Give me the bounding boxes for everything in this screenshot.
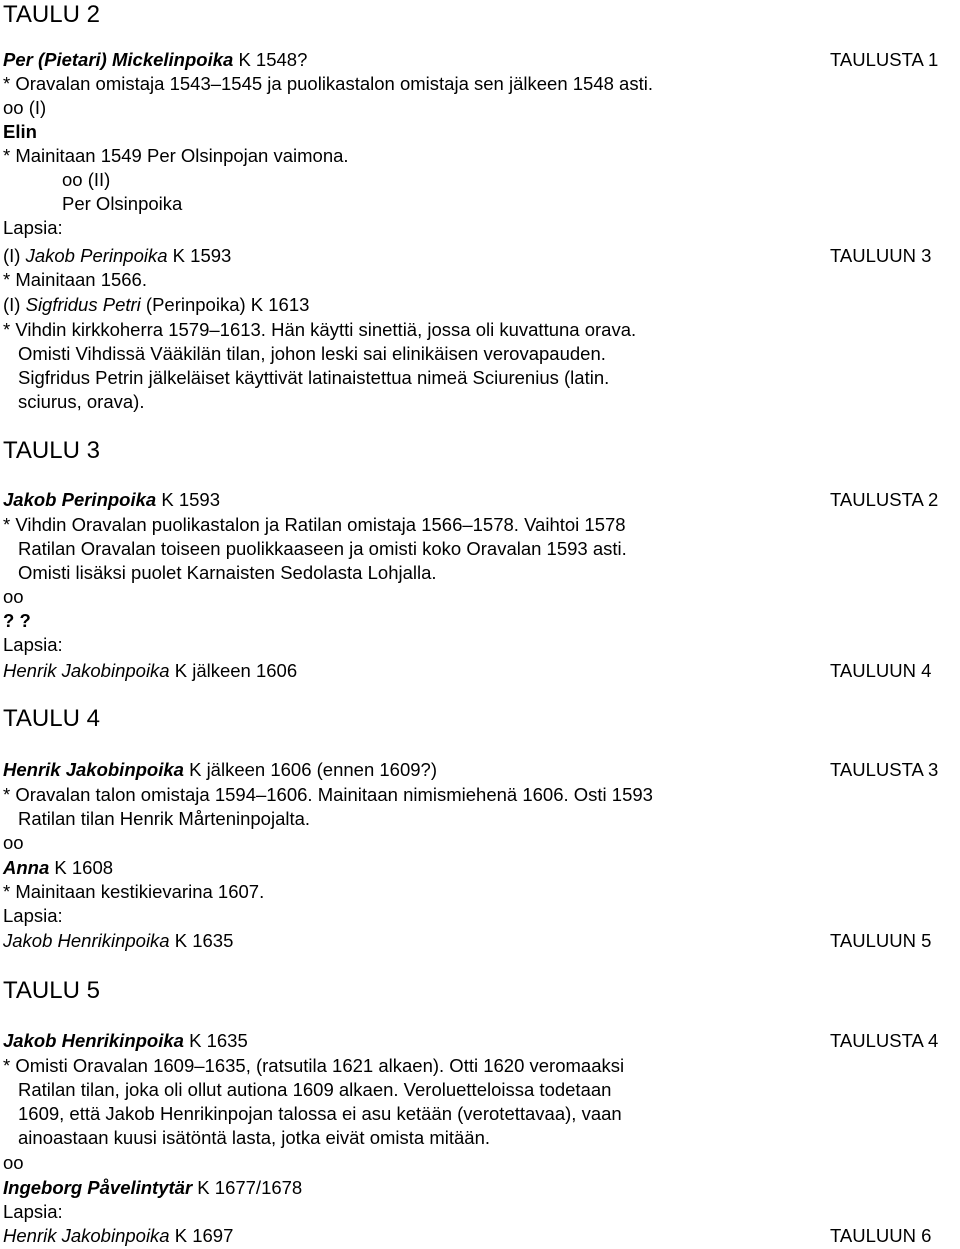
marriage-marker: oo (3, 1152, 24, 1173)
heading-taulu-3: TAULU 3 (3, 437, 100, 464)
spouse-entry (3, 856, 113, 880)
person-note: Ratilan Oravalan toiseen puolikkaaseen ja omisti koko Oravalan 1593 asti. (18, 538, 627, 559)
person-note: 1609, että Jakob Henrikinpojan talossa ei asu ketään (verotettavaa), vaan (18, 1103, 622, 1124)
spouse-name: Anna (3, 857, 50, 878)
person-note: Omisti lisäksi puolet Karnaisten Sedolasta Lohjalla. (18, 562, 437, 583)
child-name: Sigfridus Petri (25, 294, 141, 315)
spouse-name: Ingeborg Påvelintytär (3, 1177, 193, 1198)
person-name: Jakob Perinpoika (3, 489, 157, 510)
spouse-2-name: Per Olsinpoika (62, 193, 183, 214)
children-label: Lapsia: (3, 905, 63, 926)
spouse-name: Elin (3, 121, 37, 142)
ref-tauluun-3[interactable]: TAULUUN 3 (830, 245, 932, 266)
death-year: K 1635 (169, 930, 234, 951)
child-entry (3, 1224, 233, 1248)
person-entry (3, 48, 307, 72)
person-note: Ratilan tilan Henrik Mårteninpojalta. (18, 808, 311, 829)
spouse-note: * Mainitaan kestikievarina 1607. (3, 881, 265, 902)
person-note: * Oravalan omistaja 1543–1545 ja puolikastalon omistaja sen jälkeen 1548 asti. (3, 73, 653, 94)
death-year: K 1697 (169, 1225, 234, 1246)
person-note: * Vihdin Oravalan puolikastalon ja Ratilan omistaja 1566–1578. Vaihtoi 1578 (3, 514, 626, 535)
child-prefix: (I) (3, 245, 26, 266)
children-label: Lapsia: (3, 634, 63, 655)
marriage-marker-2: oo (II) (62, 169, 111, 190)
person-note: ainoastaan kuusi isätöntä lasta, jotka eivät omista mitään. (18, 1127, 491, 1148)
ref-tauluun-6[interactable]: TAULUUN 6 (830, 1225, 932, 1246)
heading-taulu-5: TAULU 5 (3, 977, 100, 1004)
child-name: Henrik Jakobinpoika (3, 660, 170, 681)
death-year: K 1677/1678 (192, 1177, 303, 1198)
child-prefix: (I) (3, 294, 26, 315)
child-note: * Vihdin kirkkoherra 1579–1613. Hän käytti sinettiä, jossa oli kuvattuna orava. (3, 319, 637, 340)
person-name: Henrik Jakobinpoika (3, 759, 184, 780)
marriage-marker: oo (I) (3, 97, 47, 118)
ref-taulusta-3[interactable]: TAULUSTA 3 (830, 759, 939, 780)
person-name: Per (Pietari) Mickelinpoika (3, 49, 234, 70)
person-note: * Omisti Oravalan 1609–1635, (ratsutila 1621 alkaen). Otti 1620 veromaaksi (3, 1055, 625, 1076)
spouse-note: * Mainitaan 1549 Per Olsinpojan vaimona. (3, 145, 349, 166)
ref-taulusta-4[interactable]: TAULUSTA 4 (830, 1030, 939, 1051)
child-name: Jakob Henrikinpoika (3, 930, 170, 951)
heading-taulu-4: TAULU 4 (3, 705, 100, 732)
child-note: Omisti Vihdissä Vääkilän tilan, johon leski sai elinikäisen verovapauden. (18, 343, 606, 364)
child-entry (3, 293, 309, 317)
person-entry (3, 1029, 248, 1053)
child-name: Henrik Jakobinpoika (3, 1225, 170, 1246)
death-year: K 1593 (156, 489, 220, 510)
person-entry (3, 758, 437, 782)
marriage-marker: oo (3, 832, 24, 853)
child-rest: (Perinpoika) K 1613 (140, 294, 310, 315)
child-entry (3, 659, 297, 683)
person-note: * Oravalan talon omistaja 1594–1606. Mainitaan nimismiehenä 1606. Osti 1593 (3, 784, 653, 805)
children-label: Lapsia: (3, 1201, 63, 1222)
child-note: sciurus, orava). (18, 391, 145, 412)
death-year: K 1608 (49, 857, 114, 878)
child-note: Sigfridus Petrin jälkeläiset käyttivät latinaistettua nimeä Sciurenius (latin. (18, 367, 610, 388)
marriage-marker: oo (3, 586, 24, 607)
ref-tauluun-4[interactable]: TAULUUN 4 (830, 660, 932, 681)
child-note: * Mainitaan 1566. (3, 269, 147, 290)
person-name: Jakob Henrikinpoika (3, 1030, 184, 1051)
ref-tauluun-5[interactable]: TAULUUN 5 (830, 930, 932, 951)
person-entry (3, 488, 220, 512)
child-name: Jakob Perinpoika (25, 245, 168, 266)
death-year: K 1548? (233, 49, 308, 70)
death-year: K jälkeen 1606 (ennen 1609?) (183, 759, 437, 780)
spouse-name: ? ? (3, 610, 31, 631)
child-entry (3, 929, 233, 953)
ref-taulusta-2[interactable]: TAULUSTA 2 (830, 489, 939, 510)
children-label: Lapsia: (3, 217, 63, 238)
spouse-entry (3, 1176, 302, 1200)
person-note: Ratilan tilan, joka oli ollut autiona 1609 alkaen. Veroluetteloissa todetaan (18, 1079, 612, 1100)
death-year: K 1635 (183, 1030, 248, 1051)
child-entry (3, 244, 231, 268)
death-year: K jälkeen 1606 (169, 660, 298, 681)
heading-taulu-2: TAULU 2 (3, 1, 100, 28)
ref-taulusta-1[interactable]: TAULUSTA 1 (830, 49, 939, 70)
death-year: K 1593 (167, 245, 232, 266)
